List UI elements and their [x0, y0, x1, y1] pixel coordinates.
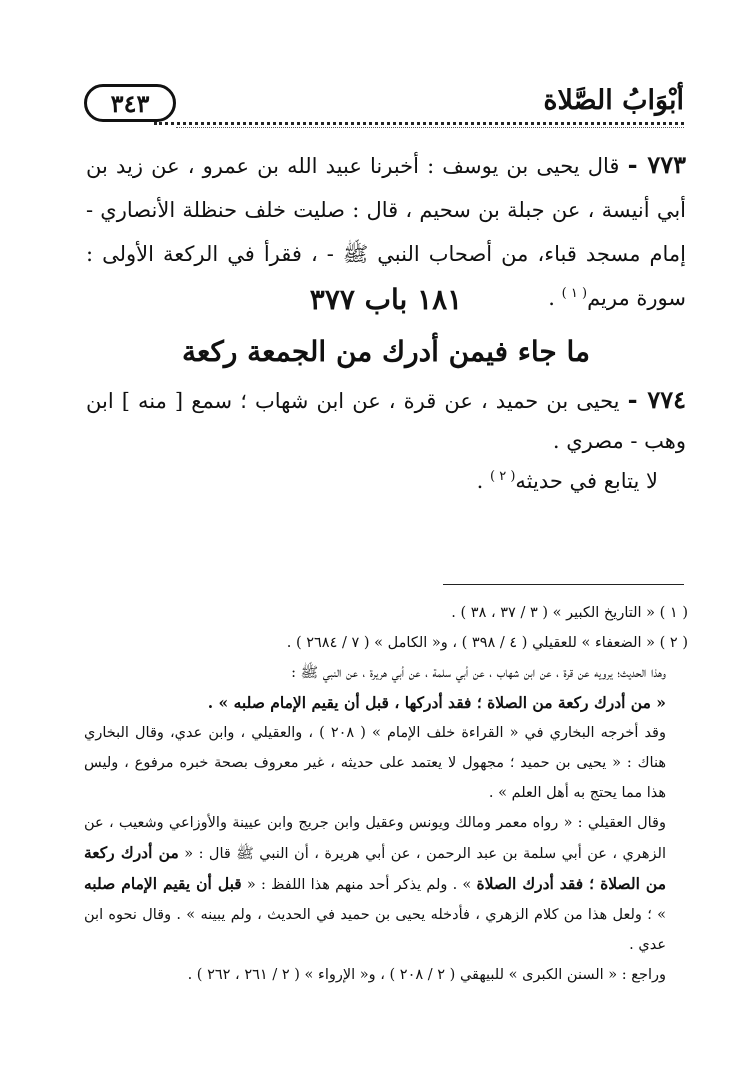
entry-774 [86, 380, 686, 501]
footnote-marker-2[interactable]: ( ٢ ) [489, 469, 516, 484]
footnote-marker-1[interactable]: ( ١ ) [561, 286, 588, 301]
footnotes [84, 598, 688, 990]
entry-774-note-text: لا يتابع في حديثه [515, 469, 658, 493]
footnote-2-para-3-a: وقال العقيلي : « رواه معمر ومالك ويونس وعقيل وابن جريج وابن عيينة والأوزاعي وشعيب ، عن الزهري ، عن أبي سلمة بن عبد الرحمن ، عن أبي هريرة ، أن النبي ﷺ قال : « [84, 815, 666, 862]
footnote-2-para-2: وقد أخرجه البخاري في « القراءة خلف الإمام » ( ٢٠٨ ) ، والعقيلي ، وابن عدي، وقال البخاري هناك : « يحيى بن حميد ؛ مجهول لا يعتمد على حديثه ، غير معروف بصحة خبره مرفوع ، وليس هذا مما يحتج به أهل العلم » . [84, 725, 666, 801]
header-rule-thin [176, 127, 684, 128]
page-number: ٣٤٣ [110, 88, 150, 118]
entry-774-text: يحيى بن حميد ، عن قرة ، عن ابن شهاب ؛ سمع [ منه ] ابن وهب - مصري . [86, 389, 686, 453]
entry-774-note [86, 461, 686, 501]
footnote-2-hadith-text: « من أدرك ركعة من الصلاة ؛ فقد أدركها ، قبل أن يقيم الإمام صلبه » . [207, 693, 666, 712]
footnote-2-para-3-bold-2: قبل أن يقيم الإمام صلبه [84, 874, 242, 893]
footnote-2-para-3-bold-1: من أدرك ركعة من الصلاة ؛ فقد أدرك الصلاة [84, 843, 666, 893]
footnote-2-para-4: وراجع : « السنن الكبرى » للبيهقي ( ٢ / ٢٠٨ ) ، و« الإرواء » ( ٢ / ٢٦١ ، ٢٦٢ ) . [187, 967, 666, 983]
entry-774-note-end: . [476, 469, 490, 493]
footnote-2-para-3-b: » . ولم يذكر أحد منهم هذا اللفظ : « [241, 877, 477, 893]
footnote-2-para-3-c: » ؛ ولعل هذا من كلام الزهري ، فأدخله يحيى بن حميد في الحديث ، ولم يبينه » . وقال نحوه ابن عدي . [84, 907, 666, 953]
entry-774-paragraph [86, 380, 686, 461]
header-rule [154, 122, 684, 125]
entry-774-number: ٧٧٤ - [627, 385, 686, 414]
page-number-frame [84, 84, 176, 122]
chapter-title: ما جاء فيمن أدرك من الجمعة ركعة [182, 335, 590, 368]
footnote-2: ( ٢ ) « الضعفاء » للعقيلي ( ٤ / ٣٩٨ ) ، و« الكامل » ( ٧ / ٢٦٨٤ ) . [286, 635, 688, 651]
footnote-2-para-3 [84, 808, 688, 960]
footnote-2-para-1: وهذا الحديث؛ يرويه عن قرة ، عن ابن شهاب ، عن أبي سلمة ، عن أبي هريرة ، عن النبي ﷺ : [291, 665, 666, 681]
footnote-separator [443, 584, 684, 585]
entry-773-end: . [548, 286, 562, 310]
chapter-heading: ١٨١ باب ٣٧٧ [309, 283, 463, 316]
page-header [84, 84, 684, 130]
running-title: أبْوَابُ الصَّلاة [543, 85, 684, 116]
entry-773-text: قال يحيى بن يوسف : أخبرنا عبيد الله بن عمرو ، عن زيد بن أبي أنيسة ، عن جبلة بن سحيم ، قال : صليت خلف حنظلة الأنصاري - إمام مسجد قباء، من أصحاب النبي ﷺ - ، فقرأ في الركعة الأولى : سورة مريم [86, 154, 686, 310]
entry-773-number: ٧٧٣ - [627, 150, 686, 179]
footnote-1: ( ١ ) « التاريخ الكبير » ( ٣ / ٣٧ ، ٣٨ ) . [451, 605, 688, 621]
